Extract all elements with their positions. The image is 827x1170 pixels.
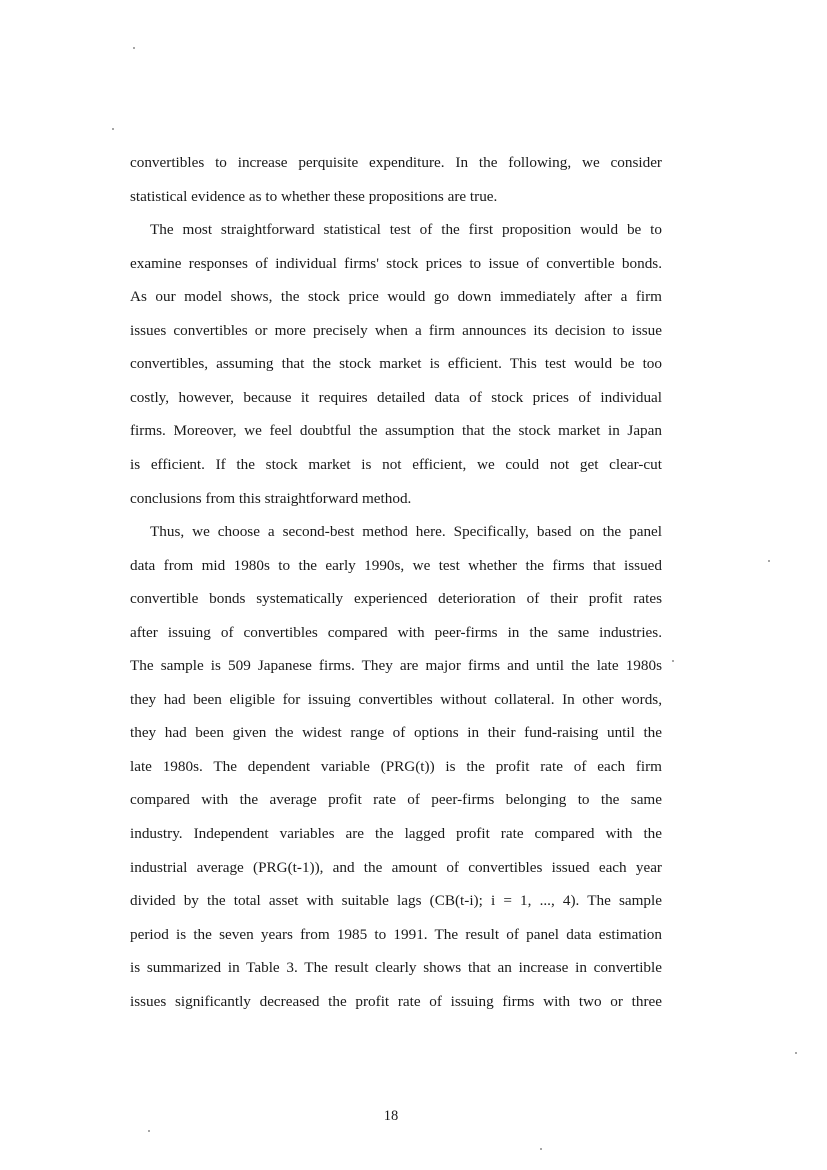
text-line: Thus, we choose a second-best method here. Specifically, based on the panel — [150, 523, 662, 540]
text-line: firms. Moreover, we feel doubtful the assumption that the stock market in Japan — [130, 422, 662, 440]
text-line: conclusions from this straightforward method. — [130, 489, 412, 507]
text-line: convertible bonds systematically experienced deterioration of their profit rates — [130, 590, 662, 608]
page-number: 18 — [383, 1108, 399, 1124]
text-line: As our model shows, the stock price would go down immediately after a firm — [130, 288, 662, 306]
text-line: is summarized in Table 3. The result clearly shows that an increase in convertible — [130, 959, 662, 977]
text-line: late 1980s. The dependent variable (PRG(t)) is the profit rate of each firm — [130, 757, 662, 775]
scan-speck — [768, 560, 770, 562]
scan-speck — [148, 1130, 150, 1132]
text-line: after issuing of convertibles compared with peer-firms in the same industries. — [130, 623, 662, 641]
text-line: convertibles to increase perquisite expenditure. In the following, we consider — [130, 154, 662, 171]
text-line: industrial average (PRG(t-1)), and the amount of convertibles issued each year — [130, 858, 662, 876]
text-line: statistical evidence as to whether these propositions are true. — [130, 187, 498, 205]
text-line: costly, however, because it requires detailed data of stock prices of individual — [130, 388, 662, 406]
text-line: convertibles, assuming that the stock market is efficient. This test would be too — [130, 355, 662, 373]
text-line: period is the seven years from 1985 to 1991. The result of panel data estimation — [130, 925, 662, 943]
scan-speck — [795, 1052, 797, 1054]
text-line: industry. Independent variables are the lagged profit rate compared with the — [130, 825, 662, 842]
text-line: they had been given the widest range of options in their fund-raising until the — [130, 724, 662, 742]
scan-speck — [672, 660, 674, 662]
text-line: issues significantly decreased the profit rate of issuing firms with two or three — [130, 992, 662, 1010]
scan-speck — [540, 1148, 542, 1150]
scan-speck — [112, 128, 114, 130]
text-line: they had been eligible for issuing convertibles without collateral. In other words, — [130, 690, 662, 708]
text-line: is efficient. If the stock market is not efficient, we could not get clear-cut — [130, 455, 662, 473]
text-line: data from mid 1980s to the early 1990s, we test whether the firms that issued — [130, 556, 662, 574]
scan-speck — [133, 47, 135, 49]
text-line: examine responses of individual firms' stock prices to issue of convertible bonds. — [130, 254, 662, 272]
text-line: issues convertibles or more precisely when a firm announces its decision to issue — [130, 321, 662, 339]
text-line: divided by the total asset with suitable lags (CB(t-i); i = 1, ..., 4). The sample — [130, 892, 662, 910]
text-line: compared with the average profit rate of peer-firms belonging to the same — [130, 791, 662, 809]
text-line: The sample is 509 Japanese firms. They are major firms and until the late 1980s — [130, 657, 662, 675]
text-line: The most straightforward statistical test of the first proposition would be to — [150, 221, 662, 239]
